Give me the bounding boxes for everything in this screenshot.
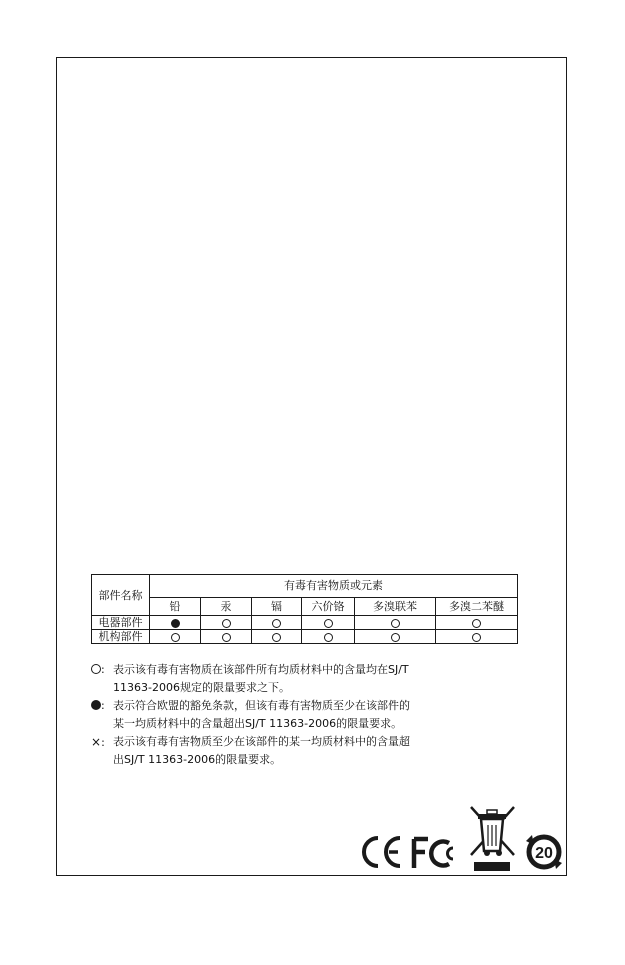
element-header-chromium-vi: 六价铬	[302, 597, 355, 615]
mark-symbol	[391, 619, 400, 628]
note-symbol: :	[91, 661, 113, 679]
mark-cell	[436, 630, 518, 644]
element-header-lead: 铅	[150, 597, 201, 615]
note-line: 表示符合欧盟的豁免条款，但该有毒有害物质至少在该部件的	[113, 699, 410, 712]
mark-symbol	[324, 633, 333, 642]
mark-symbol	[391, 633, 400, 642]
note-line: 表示该有毒有害物质在该部件所有均质材料中的含量均在SJ/T	[113, 663, 409, 676]
fcc-logo	[414, 839, 453, 868]
mark-symbol	[472, 633, 481, 642]
mark-cell	[201, 630, 252, 644]
mark-cell	[150, 616, 201, 630]
note-line: 表示该有毒有害物质至少在该部件的某一均质材料中的含量超	[113, 735, 410, 748]
note-exceeding	[91, 733, 451, 769]
note-symbol: ×:	[91, 735, 105, 749]
mark-cell	[436, 616, 518, 630]
element-header-pbde: 多溴二苯醚	[436, 597, 518, 615]
element-header-cadmium: 镉	[252, 597, 302, 615]
mark-cell	[355, 616, 436, 630]
part-name-header: 部件名称	[92, 575, 150, 616]
part-name: 电器部件	[92, 616, 150, 630]
element-header-pbb: 多溴联苯	[355, 597, 436, 615]
efup-20-icon	[526, 835, 562, 869]
legend-notes	[91, 661, 451, 769]
mark-symbol	[171, 633, 180, 642]
mark-cell	[252, 616, 302, 630]
mark-cell	[150, 630, 201, 644]
note-exempted	[91, 697, 451, 733]
hazardous-substance-table	[91, 574, 518, 644]
ce-logo	[364, 838, 400, 866]
filled-circle-icon	[91, 700, 101, 710]
weee-bin-icon	[471, 807, 514, 871]
mark-cell	[355, 630, 436, 644]
empty-circle-icon	[91, 664, 101, 674]
mark-symbol	[272, 633, 281, 642]
element-header-mercury: 汞	[201, 597, 252, 615]
mark-cell	[201, 616, 252, 630]
mark-symbol	[222, 619, 231, 628]
mark-symbol	[171, 619, 180, 628]
note-line: 11363-2006规定的限量要求之下。	[113, 681, 290, 694]
table-row	[92, 616, 518, 630]
mark-cell	[302, 616, 355, 630]
mark-symbol	[472, 619, 481, 628]
mark-symbol	[324, 619, 333, 628]
note-symbol: :	[91, 697, 113, 715]
mark-symbol	[272, 619, 281, 628]
logo-strip	[360, 805, 570, 875]
note-line: 出SJ/T 11363-2006的限量要求。	[113, 753, 282, 766]
substance-group-header: 有毒有害物质或元素	[150, 575, 518, 598]
table-row	[92, 630, 518, 644]
cross-icon: ×	[91, 735, 102, 749]
mark-cell	[252, 630, 302, 644]
note-not-exceeding	[91, 661, 451, 697]
mark-cell	[302, 630, 355, 644]
mark-symbol	[222, 633, 231, 642]
efup-period-label: 20	[535, 845, 553, 862]
certification-logos	[360, 805, 570, 875]
part-name: 机构部件	[92, 630, 150, 644]
note-line: 某一均质材料中的含量超出SJ/T 11363-2006的限量要求。	[113, 717, 403, 730]
